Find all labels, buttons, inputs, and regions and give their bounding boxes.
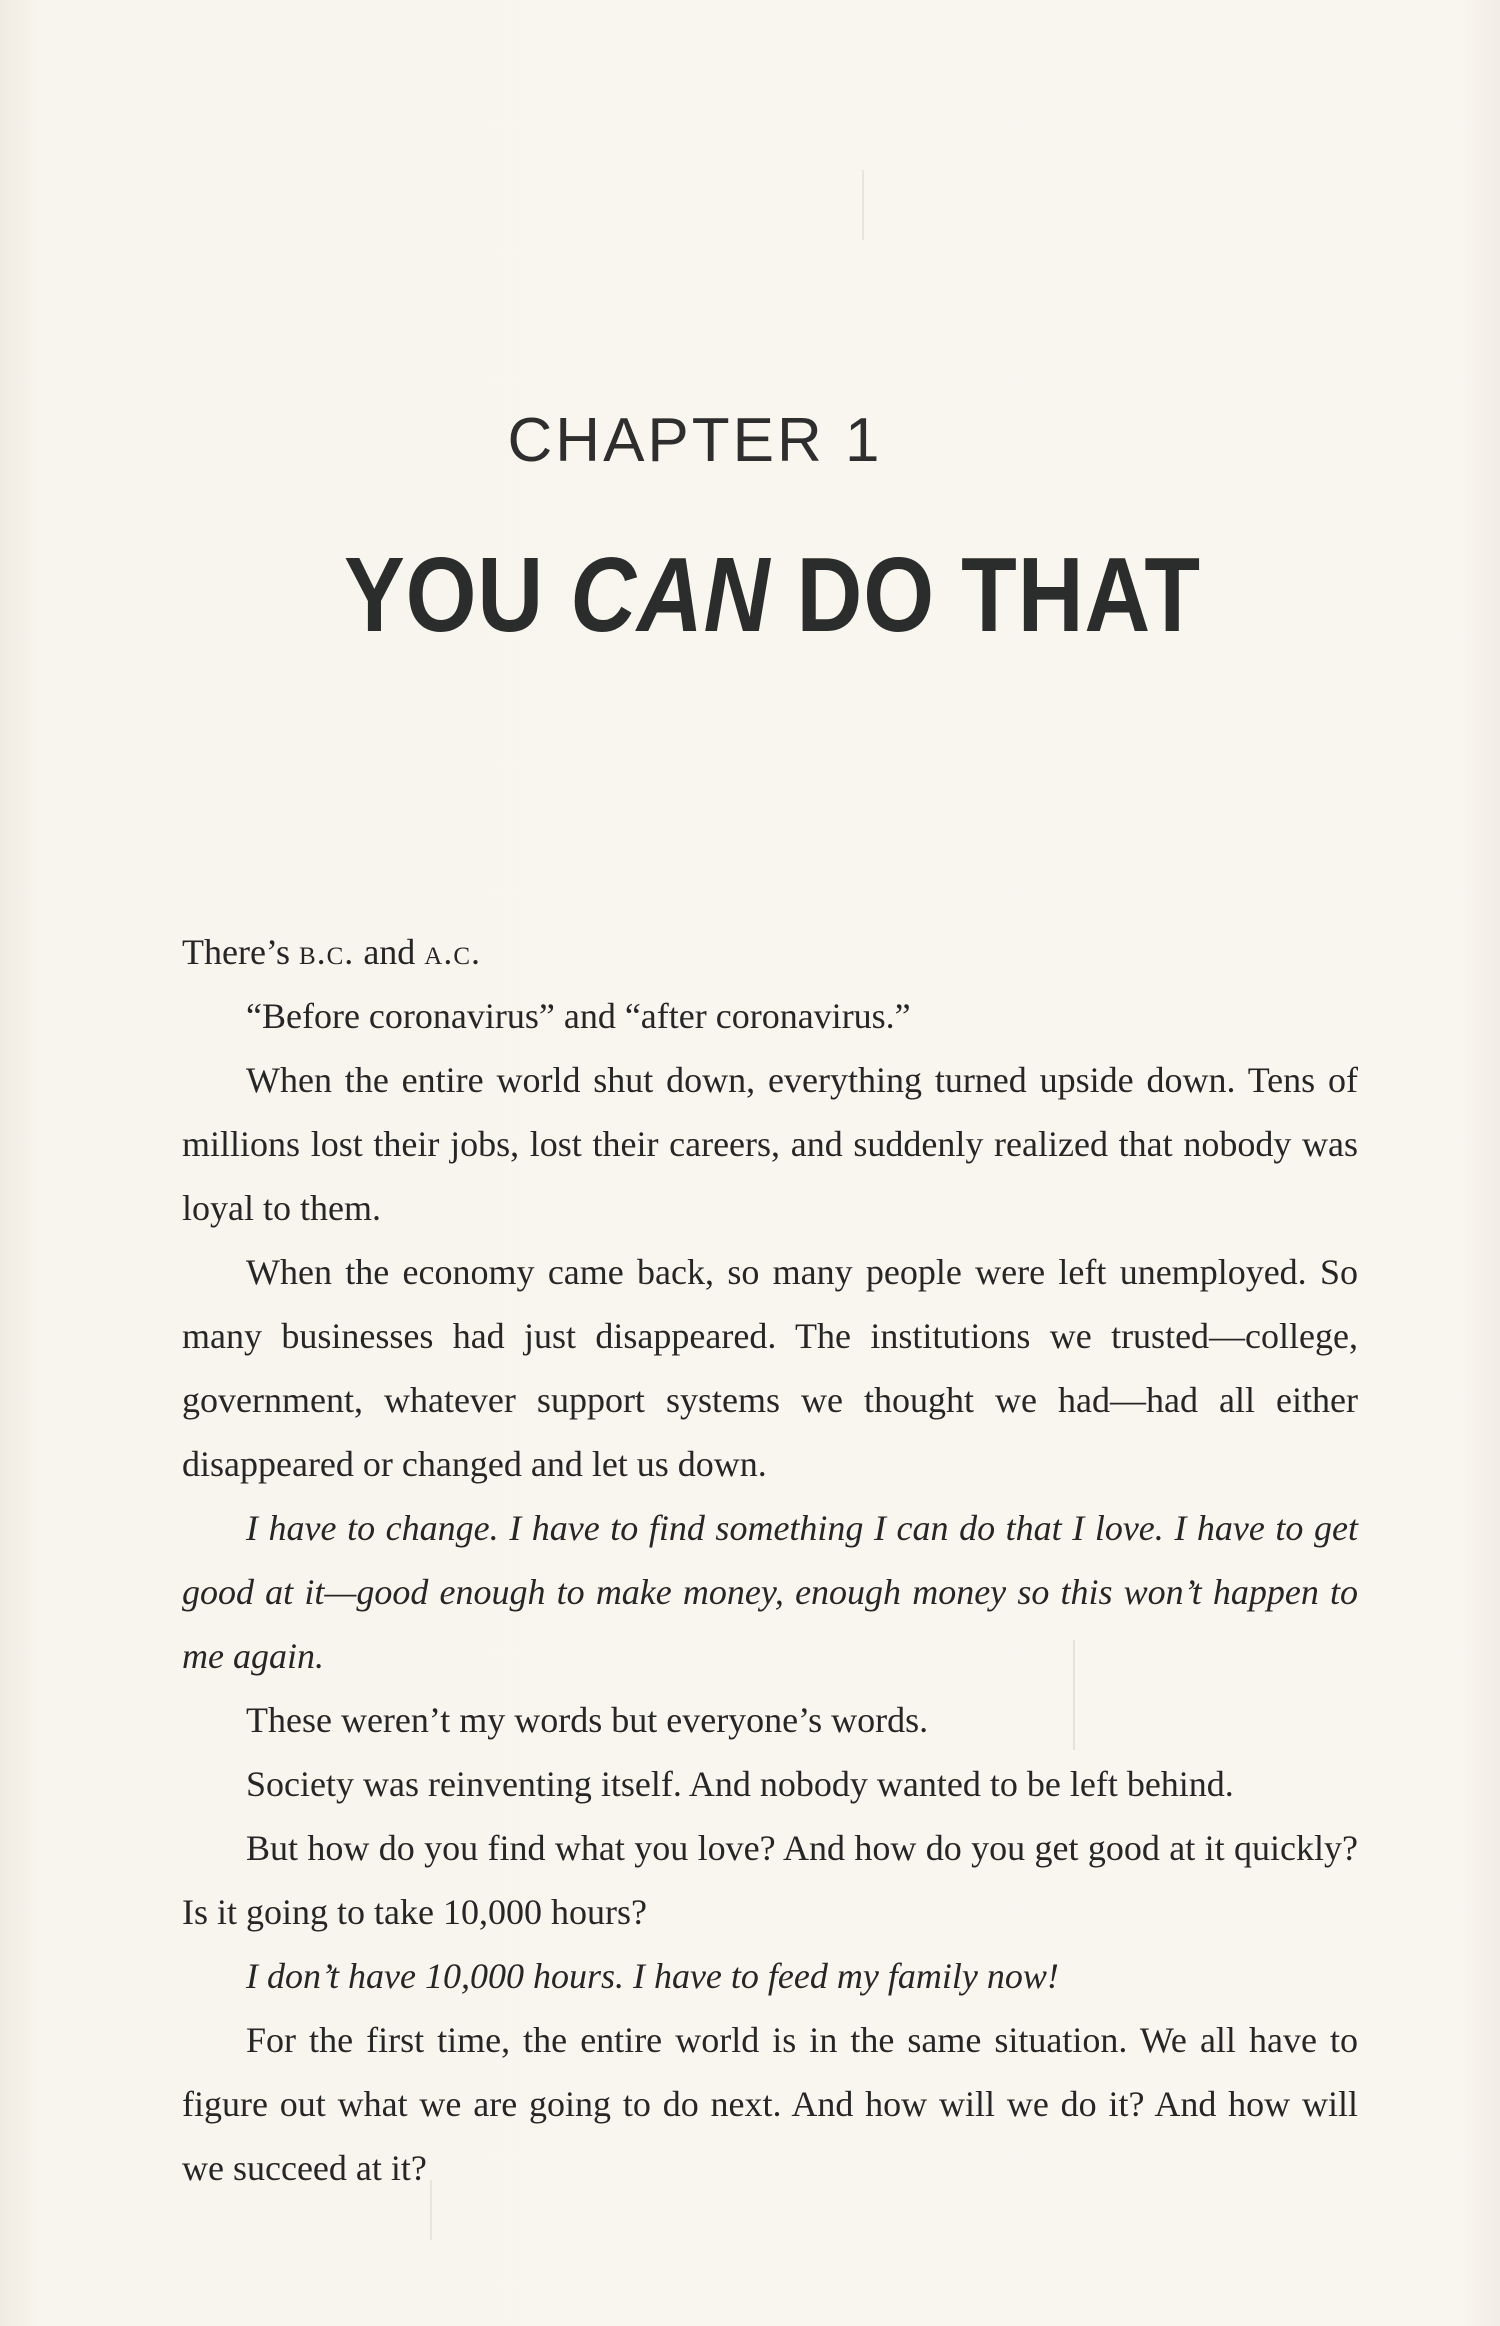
- paragraph-9-italic-thought: I don’t have 10,000 hours. I have to feed my family now!: [246, 1956, 1059, 1996]
- paragraph-4: When the economy came back, so many people were left unemployed. So many businesses had just disappeared. The institutions we trusted—college, government, whatever support systems we thought we had—had all either disappeared or changed and let us down.: [182, 1252, 1358, 1484]
- chapter-number: CHAPTER 1: [507, 406, 883, 475]
- chapter-body: [182, 920, 1358, 2200]
- paragraph-3: When the entire world shut down, everything turned upside down. Tens of millions lost their jobs, lost their careers, and suddenly realized that nobody was loyal to them.: [182, 1060, 1358, 1228]
- ac-abbreviation: a.c.: [424, 932, 482, 972]
- paragraph-1: [182, 920, 1358, 984]
- bc-abbreviation: b.c.: [298, 932, 355, 972]
- chapter-title-emphasis: CAN: [570, 536, 771, 654]
- paragraph-10: For the first time, the entire world is in the same situation. We all have to figure out what we are going to do next. And how will we do it? And how will we succeed at it?: [182, 2020, 1358, 2188]
- paragraph-8: But how do you find what you love? And how do you get good at it quickly? Is it going to take 10,000 hours?: [182, 1828, 1358, 1932]
- chapter-title: [108, 535, 1437, 656]
- chapter-title-part2: DO THAT: [770, 536, 1201, 654]
- paragraph-6: These weren’t my words but everyone’s words.: [246, 1700, 929, 1740]
- paragraph-7: Society was reinventing itself. And nobody wanted to be left behind.: [246, 1764, 1234, 1804]
- chapter-title-part1: YOU: [343, 536, 571, 654]
- paragraph-1-text: There’s: [182, 932, 299, 972]
- paragraph-2: “Before coronavirus” and “after coronavirus.”: [246, 996, 911, 1036]
- paragraph-1-and: and: [354, 932, 425, 972]
- paragraph-5-italic-thought: I have to change. I have to find something I can do that I love. I have to get good at it—good enough to make money, enough money so this won’t happen to me again.: [182, 1508, 1358, 1676]
- scan-artifact-line: [862, 170, 864, 240]
